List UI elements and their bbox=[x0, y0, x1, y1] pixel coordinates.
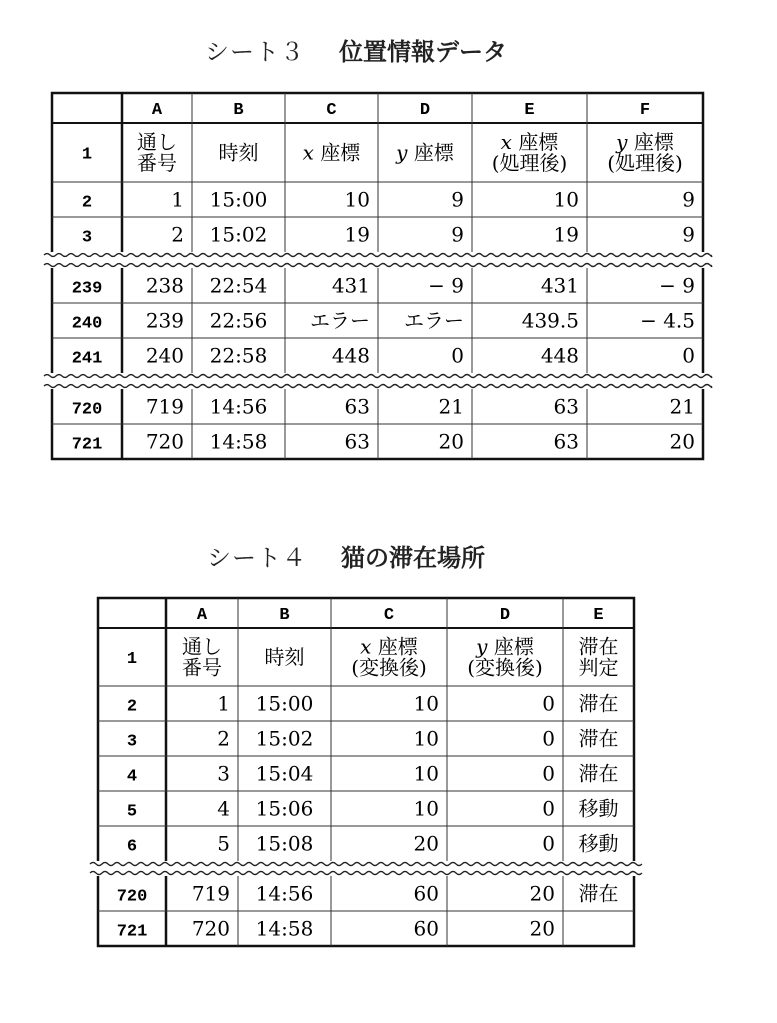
sheet4-cell-B721: 14:58 bbox=[255, 916, 314, 941]
sheet4-cell-C3: 10 bbox=[413, 726, 439, 751]
sheet4-cell-D721: 20 bbox=[529, 916, 555, 941]
header-text: 座標 bbox=[493, 634, 534, 659]
sheet3-cell-C720: 63 bbox=[344, 394, 370, 419]
sheet3-cell-E240: 439.5 bbox=[521, 308, 579, 333]
sheet3-cell-A721: 720 bbox=[145, 429, 184, 454]
sheet3-cell-B240: 22:56 bbox=[209, 308, 268, 333]
sheet4-cell-C721: 60 bbox=[413, 916, 439, 941]
header-text: (変換後) bbox=[467, 655, 543, 680]
sheet4-row-head-5: 5 bbox=[126, 802, 138, 822]
sheet3-col-A: A bbox=[151, 101, 163, 120]
sheet4-cell-E720: 滞在 bbox=[578, 881, 619, 906]
header-variable: y bbox=[476, 634, 494, 659]
sheet3-cell-D2: 9 bbox=[451, 187, 464, 212]
sheet4-col-E: E bbox=[593, 606, 604, 625]
sheet3-cell-A2: 1 bbox=[171, 187, 184, 212]
sheet3-cell-A3: 2 bbox=[171, 222, 184, 247]
sheet4-header-E bbox=[579, 656, 619, 680]
sheet4-row-head-3: 3 bbox=[126, 732, 138, 752]
sheet3-row-head-239: 239 bbox=[71, 279, 103, 299]
header-variable: x bbox=[360, 634, 378, 659]
sheet4-cell-C2: 10 bbox=[413, 691, 439, 716]
header-text: 番号 bbox=[182, 655, 222, 680]
sheet3-cell-C3: 19 bbox=[344, 222, 370, 247]
header-text: (変換後) bbox=[351, 655, 427, 680]
header-text: 座標 bbox=[320, 140, 361, 165]
header-text: 座標 bbox=[518, 130, 559, 154]
sheet3-col-C: C bbox=[326, 101, 337, 120]
header-variable: x bbox=[500, 130, 519, 154]
sheet3-cell-F2: 9 bbox=[682, 187, 695, 212]
sheet3-col-D: D bbox=[419, 101, 431, 120]
sheet3-row-head-240: 240 bbox=[71, 314, 103, 334]
sheet4-cell-C720: 60 bbox=[413, 881, 439, 906]
sheet3-cell-D721: 20 bbox=[438, 429, 464, 454]
sheet4-cell-D3: 0 bbox=[542, 726, 555, 751]
sheet4-col-C: C bbox=[383, 606, 395, 625]
sheet3-cell-E239: 431 bbox=[540, 273, 579, 298]
sheet4-cell-A3: 2 bbox=[217, 726, 230, 751]
sheet3-name: 位置情報データ bbox=[339, 38, 507, 66]
sheet3-cell-D241: 0 bbox=[451, 343, 464, 368]
header-text: 判定 bbox=[578, 655, 619, 680]
header-text: 座標 bbox=[377, 634, 418, 659]
sheet4-cell-E3: 滞在 bbox=[578, 726, 619, 751]
header-text: 時刻 bbox=[218, 140, 259, 165]
sheet4-cell-B5: 15:06 bbox=[255, 796, 314, 821]
sheet4-header-A bbox=[182, 656, 222, 680]
sheet4-cell-D720: 20 bbox=[529, 881, 555, 906]
sheet4-row-head-721: 721 bbox=[116, 922, 148, 942]
sheet3-row-head-721: 721 bbox=[71, 435, 103, 455]
sheet4-label: シート４ bbox=[207, 544, 307, 572]
sheet3-cell-B241: 22:58 bbox=[209, 343, 268, 368]
sheet3-cell-D240: エラー bbox=[404, 308, 464, 333]
sheet4-row-head-720: 720 bbox=[116, 887, 148, 907]
sheet3-cell-F720: 21 bbox=[669, 394, 695, 419]
sheet3-row-head-2: 2 bbox=[81, 193, 93, 213]
sheet4-cell-A4: 3 bbox=[217, 761, 230, 786]
header-text: 通し bbox=[182, 634, 222, 659]
sheet4-row-head-4: 4 bbox=[126, 767, 138, 787]
sheet4-cell-C6: 20 bbox=[413, 831, 439, 856]
sheet4-cell-A5: 4 bbox=[217, 796, 230, 821]
sheet3-cell-C239: 431 bbox=[331, 273, 370, 298]
sheet4-cell-D6: 0 bbox=[542, 831, 555, 856]
sheet3-cell-E721: 63 bbox=[553, 429, 579, 454]
sheet3-cell-B3: 15:02 bbox=[209, 222, 268, 247]
sheet3-row-head-3: 3 bbox=[81, 228, 93, 248]
sheet4-cell-A2: 1 bbox=[217, 691, 230, 716]
sheet4-cell-C4: 10 bbox=[413, 761, 439, 786]
header-text: 時刻 bbox=[264, 645, 305, 669]
sheet3-cell-A239: 238 bbox=[145, 273, 184, 298]
sheet4-cell-D2: 0 bbox=[542, 691, 555, 716]
sheet4-cell-A6: 5 bbox=[217, 831, 230, 856]
sheet4-header-C bbox=[351, 656, 427, 680]
sheet4-cell-A721: 720 bbox=[191, 916, 230, 941]
sheet4-col-D: D bbox=[499, 606, 511, 625]
sheet3-cell-B721: 14:58 bbox=[209, 429, 268, 454]
sheet3-cell-B2: 15:00 bbox=[209, 187, 268, 212]
sheet3-cell-F239: − 9 bbox=[659, 273, 695, 298]
sheet3-cell-C241: 448 bbox=[331, 343, 370, 368]
sheet4-cell-A720: 719 bbox=[191, 881, 230, 906]
header-variable: y bbox=[396, 140, 414, 165]
sheet4-row-head-6: 6 bbox=[126, 837, 138, 857]
sheet3-row-head-720: 720 bbox=[71, 400, 103, 420]
sheet4-cell-B6: 15:08 bbox=[255, 831, 314, 856]
sheet4-name: 猫の滞在場所 bbox=[341, 544, 485, 572]
sheet4-cell-B3: 15:02 bbox=[255, 726, 314, 751]
sheet4-cell-E2: 滞在 bbox=[578, 691, 619, 716]
sheet3-cell-D720: 21 bbox=[438, 394, 464, 419]
sheet3-cell-D239: − 9 bbox=[428, 273, 464, 298]
sheet3-cell-E241: 448 bbox=[540, 343, 579, 368]
sheet4-cell-E6: 移動 bbox=[578, 831, 619, 856]
header-variable: y bbox=[616, 130, 634, 154]
sheet4-col-A: A bbox=[196, 606, 208, 625]
sheet3-cell-E720: 63 bbox=[553, 394, 579, 419]
sheet3-cell-F241: 0 bbox=[682, 343, 695, 368]
sheet4-cell-D4: 0 bbox=[542, 761, 555, 786]
header-text: (処理後) bbox=[491, 151, 568, 175]
sheet4-cell-D5: 0 bbox=[542, 796, 555, 821]
sheet3-cell-F240: − 4.5 bbox=[640, 308, 695, 333]
sheet3-cell-A241: 240 bbox=[145, 343, 184, 368]
sheet3-cell-E3: 19 bbox=[553, 222, 579, 247]
sheet4-cell-E4: 滞在 bbox=[578, 761, 619, 786]
sheet3-cell-A720: 719 bbox=[145, 394, 184, 419]
sheet3-cell-F3: 9 bbox=[682, 222, 695, 247]
header-text: 座標 bbox=[633, 130, 674, 154]
sheet4-cell-E5: 移動 bbox=[578, 796, 619, 821]
header-text: 座標 bbox=[413, 140, 454, 165]
sheet3-cell-F721: 20 bbox=[669, 429, 695, 454]
sheet3-col-F: F bbox=[639, 101, 651, 120]
sheet3-cell-A240: 239 bbox=[145, 308, 184, 333]
sheet4-row-head-1: 1 bbox=[126, 650, 138, 669]
sheet3-cell-C721: 63 bbox=[344, 429, 370, 454]
sheet3-cell-E2: 10 bbox=[553, 187, 579, 212]
sheet4-cell-B720: 14:56 bbox=[255, 881, 314, 906]
sheet3-cell-C240: エラー bbox=[310, 308, 370, 333]
sheet3-row-head-1: 1 bbox=[81, 145, 93, 165]
sheet3-label: シート３ bbox=[205, 38, 305, 66]
sheet3-cell-C2: 10 bbox=[344, 187, 370, 212]
header-text: 通し bbox=[137, 130, 177, 154]
sheet4-col-B: B bbox=[279, 606, 290, 625]
sheet4-cell-B4: 15:04 bbox=[255, 761, 314, 786]
sheet3-cell-B239: 22:54 bbox=[209, 273, 268, 298]
sheet3-col-E: E bbox=[524, 101, 535, 120]
sheet4-header-D bbox=[467, 656, 543, 680]
header-variable: x bbox=[302, 140, 321, 165]
sheet4-header-B bbox=[265, 645, 305, 669]
sheet3-cell-B720: 14:56 bbox=[209, 394, 268, 419]
header-text: (処理後) bbox=[607, 151, 683, 175]
sheet3-row-head-241: 241 bbox=[71, 349, 103, 369]
sheet3-col-B: B bbox=[233, 101, 244, 120]
sheet4-cell-C5: 10 bbox=[413, 796, 439, 821]
header-text: 番号 bbox=[137, 151, 177, 175]
header-text: 滞在 bbox=[578, 634, 619, 659]
sheet3-cell-D3: 9 bbox=[451, 222, 464, 247]
sheet4-row-head-2: 2 bbox=[126, 697, 138, 717]
sheet4-cell-B2: 15:00 bbox=[255, 691, 314, 716]
